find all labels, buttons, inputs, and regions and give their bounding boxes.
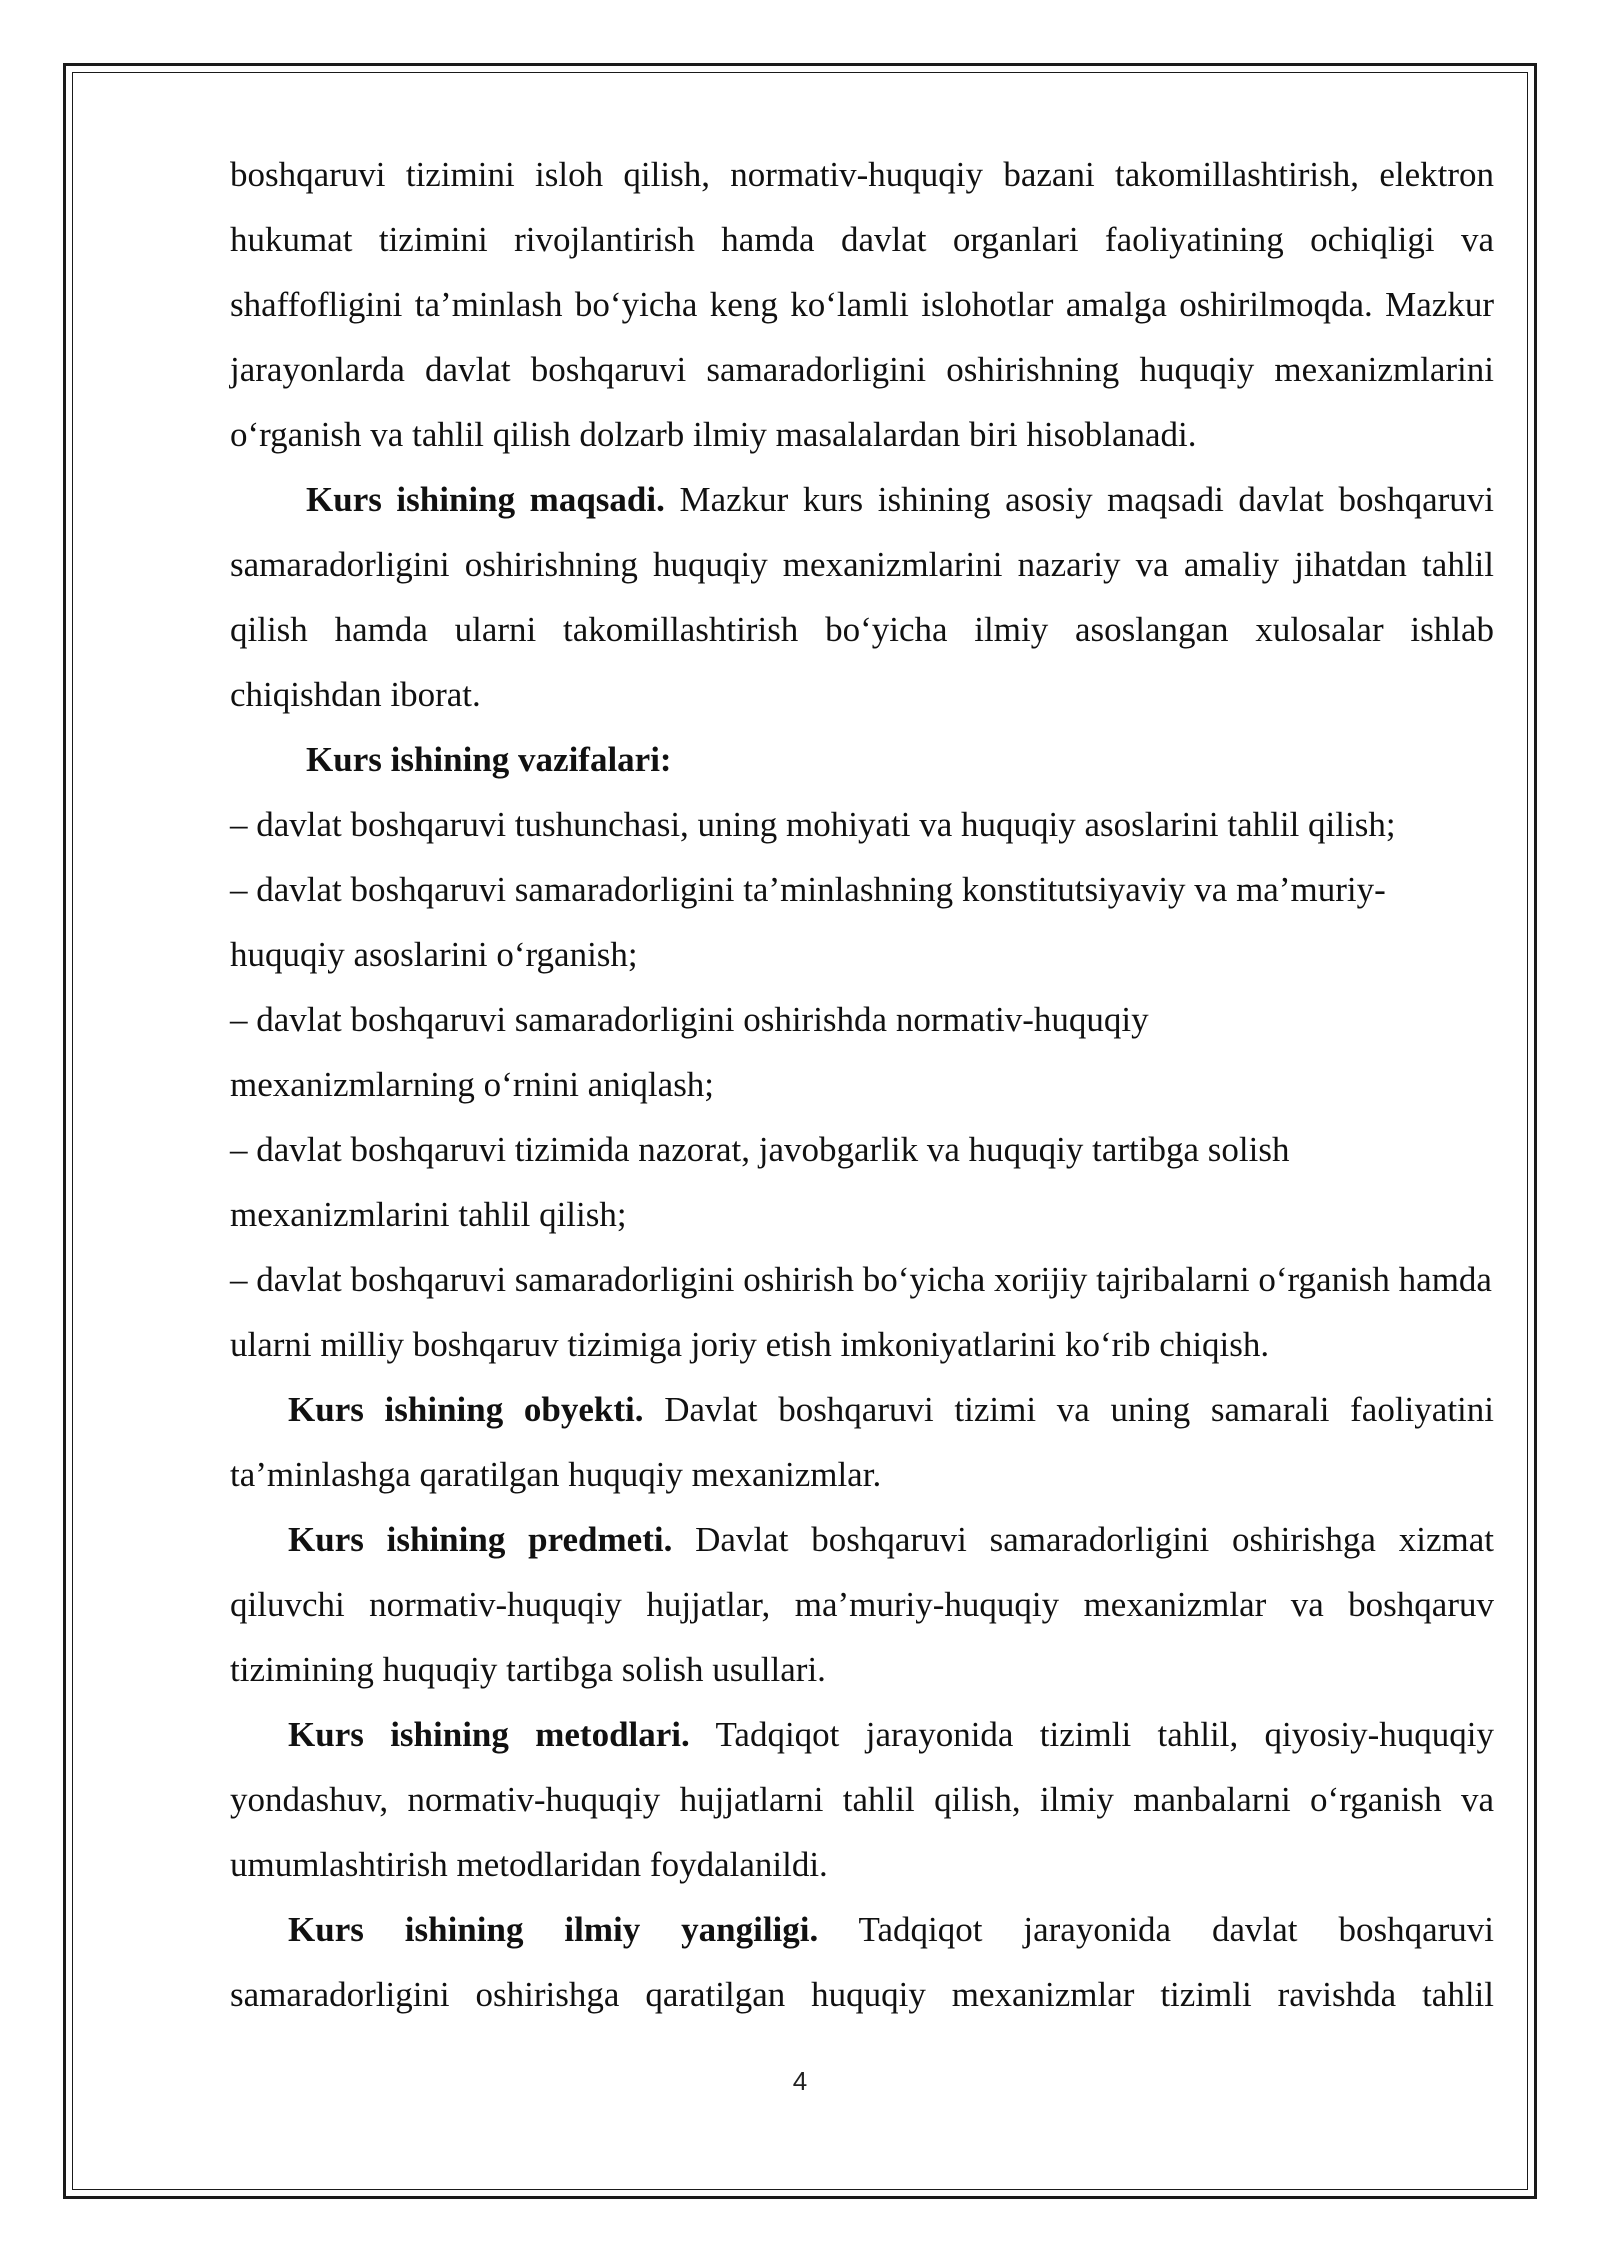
task-item: – davlat boshqaruvi tushunchasi, uning mohiyati va huquqiy asoslarini tahlil qilish; xyxy=(230,805,1396,844)
subject-paragraph xyxy=(230,1507,1494,1702)
subject-text: Davlat boshqaruvi samaradorligini oshirishga xizmat qiluvchi normativ-huquqiy hujjatlar, ma’muriy-huquqiy mexanizmlar va boshqaruv tizimining huquqiy tartibga solish usullari. xyxy=(230,1520,1494,1689)
methods-paragraph xyxy=(230,1702,1494,1897)
goal-heading: Kurs ishining maqsadi. xyxy=(306,480,665,519)
methods-text: Tadqiqot jarayonida tizimli tahlil, qiyosiy-huquqiy yondashuv, normativ-huquqiy hujjatlarni tahlil qilish, ilmiy manbalarni o‘rganish va umumlashtirish metodlaridan foydalanildi. xyxy=(230,1715,1494,1884)
object-text: Davlat boshqaruvi tizimi va uning samarali faoliyatini ta’minlashga qaratilgan huquqiy mexanizmlar. xyxy=(230,1390,1494,1494)
intro-paragraph: boshqaruvi tizimini isloh qilish, normativ-huquqiy bazani takomillashtirish, elektron hukumat tizimini rivojlantirish hamda davlat organlari faoliyatining ochiqligi va shaffofligini ta’minlash bo‘yicha keng ko‘lamli islohotlar amalga oshirilmoqda. Mazkur jarayonlarda davlat boshqaruvi samaradorligini oshirishning huquqiy mexanizmlarini o‘rganish va tahlil qilish dolzarb ilmiy masalalardan biri hisoblanadi. xyxy=(230,155,1494,454)
tasks-heading: Kurs ishining vazifalari: xyxy=(306,740,672,779)
task-item: – davlat boshqaruvi samaradorligini oshirishda normativ-huquqiy mexanizmlarning o‘rnini aniqlash; xyxy=(230,1000,1149,1104)
page-number: 4 xyxy=(792,2066,808,2096)
goal-paragraph xyxy=(230,467,1494,727)
object-paragraph xyxy=(230,1377,1494,1507)
object-heading: Kurs ishining obyekti. xyxy=(288,1390,644,1429)
task-item: – davlat boshqaruvi samaradorligini ta’minlashning konstitutsiyaviy va ma’muriy-huquqiy asoslarini o‘rganish; xyxy=(230,870,1386,974)
goal-text: Mazkur kurs ishining asosiy maqsadi davlat boshqaruvi samaradorligini oshirishning huquqiy mexanizmlarini nazariy va amaliy jihatdan tahlil qilish hamda ularni takomillashtirish bo‘yicha ilmiy asoslangan xulosalar ishlab chiqishdan iborat. xyxy=(230,480,1495,714)
task-item: – davlat boshqaruvi tizimida nazorat, javobgarlik va huquqiy tartibga solish mexanizmlarini tahlil qilish; xyxy=(230,1130,1290,1234)
document-body xyxy=(230,142,1494,2027)
novelty-paragraph xyxy=(230,1897,1494,2027)
task-item: – davlat boshqaruvi samaradorligini oshirish bo‘yicha xorijiy tajribalarni o‘rganish hamda ularni milliy boshqaruv tizimiga joriy etish imkoniyatlarini ko‘rib chiqish. xyxy=(230,1260,1492,1364)
novelty-text: Tadqiqot jarayonida davlat boshqaruvi samaradorligini oshirishga qaratilgan huquqiy mexanizmlar tizimli ravishda tahlil xyxy=(230,1910,1494,2014)
subject-heading: Kurs ishining predmeti. xyxy=(288,1520,673,1559)
novelty-heading: Kurs ishining ilmiy yangiligi. xyxy=(288,1910,819,1949)
methods-heading: Kurs ishining metodlari. xyxy=(288,1715,690,1754)
tasks-heading-paragraph xyxy=(230,727,1494,792)
